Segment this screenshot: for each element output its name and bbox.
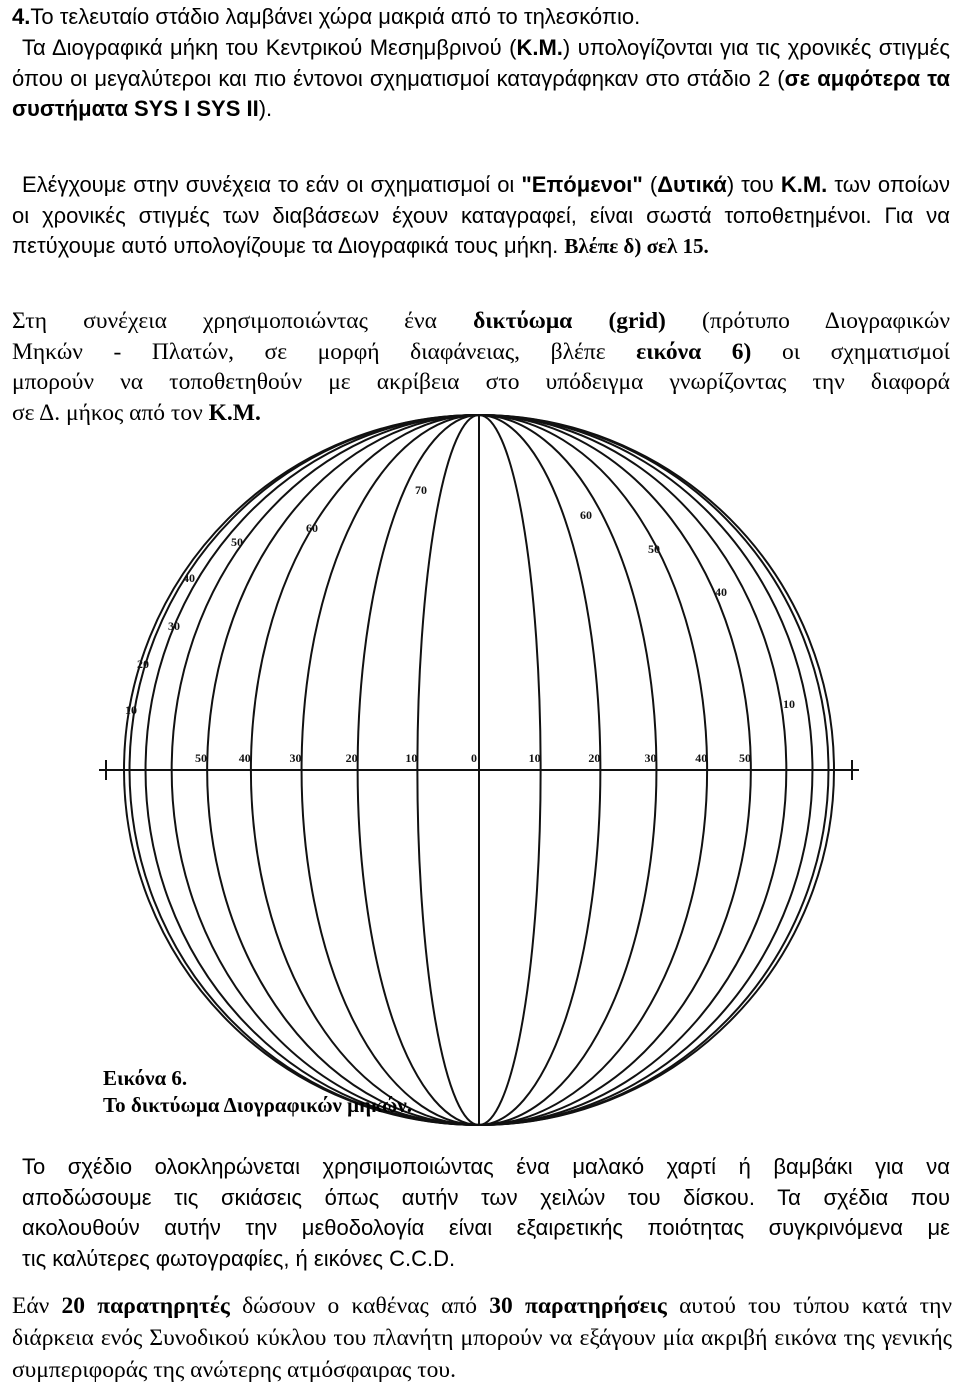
grid-line-1: Στη συνέχεια χρησιμοποιώντας ένα δικτύωμα (grid) (πρότυπο Διογραφικών xyxy=(12,308,950,334)
top-label: 50 xyxy=(231,535,243,549)
equator-label: 40 xyxy=(238,751,251,765)
figure-caption-number: Εικόνα 6. xyxy=(103,1066,188,1090)
equator-label: 30 xyxy=(289,751,302,765)
side-label: 20 xyxy=(137,657,149,671)
top-label: 40 xyxy=(715,585,727,599)
paragraph-observers: Εάν 20 παρατηρητές δώσουν ο καθένας από 30 παρατηρήσεις αυτού του τύπου κατά την διάρκεια ενός Συνοδικού κύκλου του πλανήτη μπορούν να εξάγουν μία ακριβή εικόνα της γενικής συμπεριφοράς της ανώτερης ατμόσφαιρας του. xyxy=(12,1293,953,1383)
heading-text: Το τελευταίο στάδιο λαμβάνει χώρα μακριά από το τηλεσκόπιο. xyxy=(30,4,641,29)
top-label: 40 xyxy=(183,571,195,585)
side-label: 10 xyxy=(783,697,795,711)
equator-label: 20 xyxy=(588,751,601,765)
equator-label: 10 xyxy=(405,751,418,765)
equator-label: 50 xyxy=(195,751,208,765)
equator-label: 40 xyxy=(695,751,708,765)
equator-label: 30 xyxy=(644,751,657,765)
equator-label: 10 xyxy=(528,751,541,765)
equator-label: 50 xyxy=(738,751,751,765)
equator-label: 0 xyxy=(471,751,477,765)
grid-line-2: Μηκών - Πλατών, σε μορφή διαφάνειας, βλέπε εικόνα 6) οι σχηματισμοί xyxy=(12,338,950,365)
paragraph-central-meridian: Τα Διογραφικά μήκη του Κεντρικού Μεσημβρινού (Κ.Μ.) υπολογίζονται για τις χρονικές στιγμές όπου οι μεγαλύτεροι και πιο έντονοι σχηματισμοί καταγράφηκαν στο στάδιο 2 (σε αμφότερα τα συστήματα SYS I SYS II). xyxy=(12,35,950,121)
paragraph-closing: Το σχέδιο ολοκληρώνεται χρησιμοποιώντας ένα μαλακό χαρτί ή βαμβάκι για να αποδώσουμε τις σκιάσεις όπως αυτήν των χειλών του δίσκου. Τα σχέδια που ακολουθούν αυτήν την μεθοδολογία είναι εξαιρετικής ποιότητας συγκρινόμενα με τις καλύτερες φωτογραφίες, ή εικόνες C.C.D. xyxy=(22,1154,950,1271)
equator-label: 20 xyxy=(345,751,358,765)
figure-caption-title: Το δικτύωμα Διογραφικών μηκών. xyxy=(103,1093,413,1117)
side-label: 10 xyxy=(125,703,137,717)
heading-number: 4. xyxy=(12,4,31,29)
paragraph-check-followers: Ελέγχουμε στην συνέχεια το εάν οι σχηματισμοί οι "Επόμενοι" (Δυτικά) του Κ.Μ. των οποίων οι χρονικές στιγμές των διαβάσεων έχουν καταγραφεί, είναι σωστά τοποθετημένοι. Για να πετύχουμε αυτό υπολογίζουμε τα Διογραφικά τους μήκη. Βλέπε δ) σελ 15. xyxy=(12,172,950,258)
grid-line-3: μπορούν να τοποθετηθούν με ακρίβεια στο υπόδειγμα γνωρίζοντας την διαφορά xyxy=(12,369,950,395)
top-label: 60 xyxy=(306,521,318,535)
side-label: 30 xyxy=(168,619,180,633)
top-label: 60 xyxy=(580,508,592,522)
top-label: 70 xyxy=(415,483,427,497)
top-label: 50 xyxy=(648,542,660,556)
grid-line-4: σε Δ. μήκος από τον Κ.Μ. xyxy=(12,399,261,426)
